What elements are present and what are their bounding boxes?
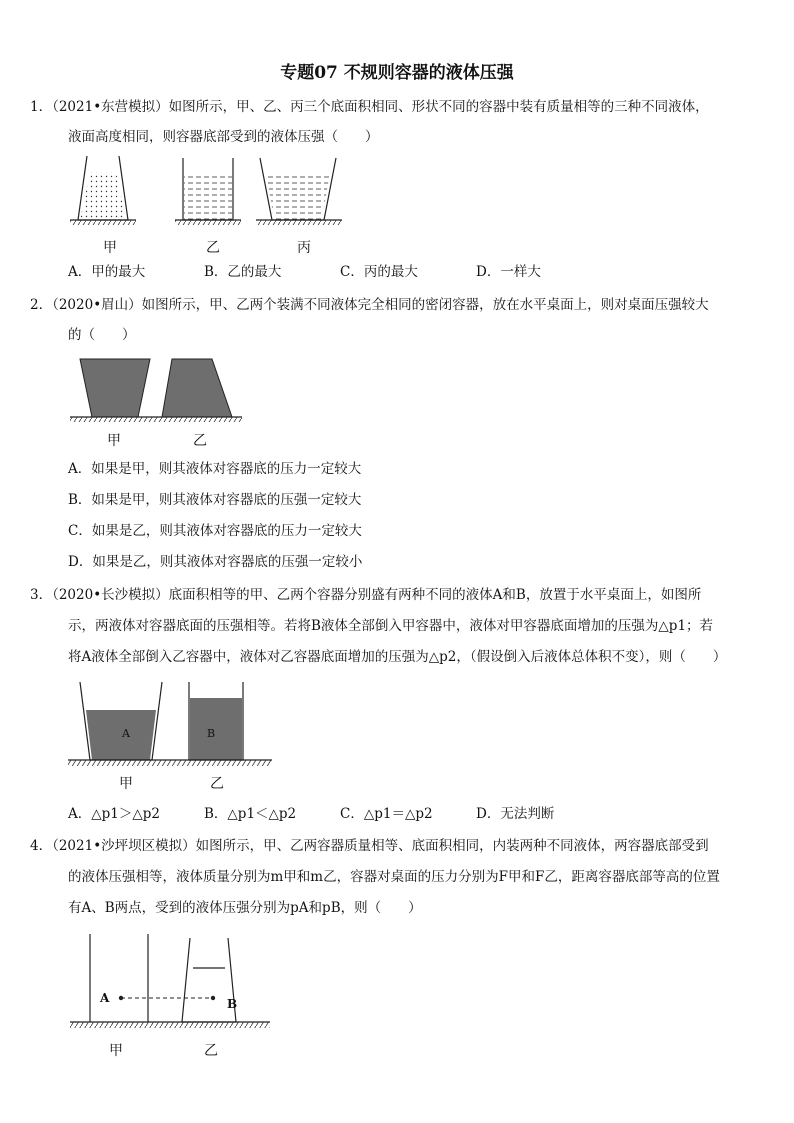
q2-container-jia: [80, 359, 150, 417]
q4-label-jia: 甲: [109, 1043, 123, 1059]
q1-text-line2: 液面高度相同，则容器底部受到的液体压强（ ）: [68, 129, 379, 145]
q4-figure: [66, 930, 276, 1035]
q1-container-bing: [260, 158, 336, 220]
q1-option-d[interactable]: D．一样大: [476, 264, 541, 280]
q2-text-line2: 的（ ）: [68, 327, 136, 343]
q1-label-yi: 乙: [206, 240, 220, 256]
q1-container-yi: [183, 158, 233, 220]
q3-option-b[interactable]: B．△p1＜△p2: [204, 806, 297, 822]
q3-text-line1: 3．（2020•长沙模拟）底面积相等的甲、乙两个容器分别盛有两种不同的液体A和B，放置于水平桌面上，如图所: [30, 587, 702, 603]
q3-fluid-b-label: B: [207, 727, 216, 740]
q2-option-b[interactable]: B．如果是甲，则其液体对容器底的压强一定较大: [68, 492, 362, 508]
q3-label-yi: 乙: [210, 776, 224, 792]
q1-container-jia: [78, 156, 128, 220]
q3-option-c[interactable]: C．△p1＝△p2: [340, 806, 433, 822]
q3-text-line3: 将A液体全部倒入乙容器中，液体对乙容器底面增加的压强为△p2，（假设倒入后液体总体积不变），则（ ）: [68, 649, 727, 665]
q1-option-b[interactable]: B．乙的最大: [204, 264, 282, 280]
q3-option-d[interactable]: D．无法判断: [476, 806, 555, 822]
q4-point-b-label: B: [227, 997, 238, 1011]
q2-text-line1: 2．（2020•眉山）如图所示，甲、乙两个装满不同液体完全相同的密闭容器，放在水平桌面上，则对桌面压强较大: [30, 297, 709, 313]
q1-option-c[interactable]: C．丙的最大: [340, 264, 418, 280]
q1-option-a[interactable]: A．甲的最大: [68, 264, 146, 280]
q3-label-jia: 甲: [119, 776, 133, 792]
q1-ground: [70, 220, 342, 225]
page-title: 专题07 不规则容器的液体压强: [280, 63, 514, 83]
q3-text-line2: 示，两液体对容器底面的压强相等。若将B液体全部倒入甲容器中，液体对甲容器底面增加的压强为△p1；若: [68, 618, 714, 634]
q3-fluid-a-label: A: [122, 727, 130, 740]
q4-text-line1: 4．（2021•沙坪坝区模拟）如图所示，甲、乙两容器质量相等、底面积相同，内装两种不同液体，两容器底部受到: [30, 838, 709, 854]
q2-option-c[interactable]: C．如果是乙，则其液体对容器底的压力一定较大: [68, 523, 362, 539]
q2-figure: [66, 355, 246, 430]
q3-option-a[interactable]: A．△p1＞△p2: [68, 806, 160, 822]
q1-label-jia: 甲: [103, 240, 117, 256]
q2-option-a[interactable]: A．如果是甲，则其液体对容器底的压力一定较大: [68, 461, 362, 477]
q1-label-bing: 丙: [297, 240, 311, 256]
q4-text-line2: 的液体压强相等，液体质量分别为m甲和m乙，容器对桌面的压力分别为F甲和F乙，距离容器底部等高的位置: [68, 869, 720, 885]
q3-figure: [66, 680, 276, 772]
q2-label-yi: 乙: [193, 433, 207, 449]
q2-option-d[interactable]: D．如果是乙，则其液体对容器底的压强一定较小: [68, 554, 363, 570]
q2-label-jia: 甲: [107, 433, 121, 449]
q4-point-a-label: A: [100, 991, 110, 1005]
q1-figure: [60, 150, 360, 232]
q4-text-line3: 有A、B两点，受到的液体压强分别为pA和pB，则（ ）: [68, 900, 422, 916]
q4-label-yi: 乙: [204, 1043, 218, 1059]
q1-text-line1: 1．（2021•东营模拟）如图所示，甲、乙、丙三个底面积相同、形状不同的容器中装有质量相等的三种不同液体，: [30, 99, 709, 115]
q2-container-yi: [162, 359, 232, 417]
